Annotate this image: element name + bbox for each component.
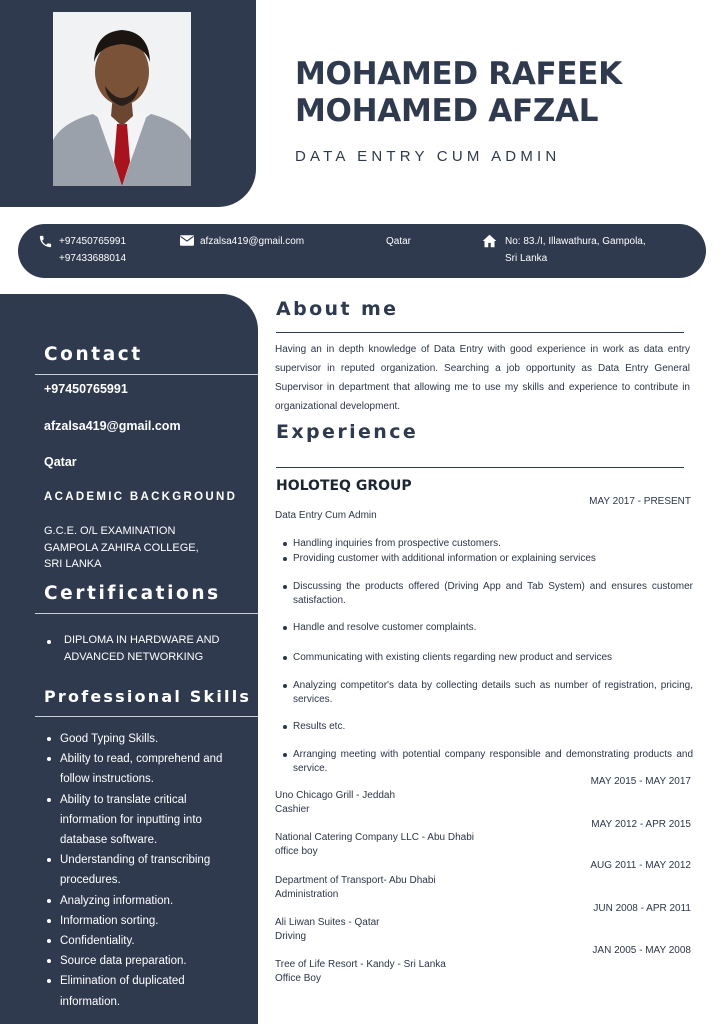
academic-details bbox=[44, 523, 199, 573]
about-heading: About me bbox=[276, 298, 399, 320]
duty-item: Handle and resolve customer complaints. bbox=[293, 621, 693, 635]
duty-item: Communicating with existing clients regarding new product and services bbox=[293, 651, 693, 665]
job-company: National Catering Company LLC - Abu Dhabi bbox=[275, 832, 474, 843]
academic-heading: ACADEMIC BACKGROUND bbox=[44, 491, 238, 503]
full-name bbox=[295, 56, 715, 130]
certifications-list bbox=[44, 632, 219, 665]
contact-bar-phone-1[interactable]: +97450765991 bbox=[59, 236, 127, 247]
current-role: Data Entry Cum Admin bbox=[275, 510, 377, 521]
skill-line: follow instructions. bbox=[60, 773, 154, 786]
job-role: office boy bbox=[275, 846, 318, 857]
skill-line: Good Typing Skills. bbox=[60, 733, 159, 745]
job-role: Office Boy bbox=[275, 973, 321, 984]
job-dates: JAN 2005 - MAY 2008 bbox=[592, 945, 691, 956]
duty-item: Discussing the products offered (Driving App and Tab System) and ensures customer satisfaction. bbox=[293, 581, 693, 606]
contact-bar-country: Qatar bbox=[386, 236, 412, 247]
about-divider bbox=[276, 332, 684, 333]
job-role: Administration bbox=[275, 889, 339, 900]
contact-bar-address bbox=[505, 233, 646, 267]
name-line-1: MOHAMED RAFEEK bbox=[295, 56, 622, 92]
skill-line: information for inputting into bbox=[60, 813, 202, 826]
skill-item bbox=[44, 729, 222, 749]
certification-item bbox=[44, 632, 219, 665]
job-role: Cashier bbox=[275, 804, 310, 815]
experience-heading: Experience bbox=[276, 421, 419, 443]
sidebar-phone[interactable]: +97450765991 bbox=[44, 382, 128, 396]
contact-heading: Contact bbox=[44, 344, 143, 365]
skill-item bbox=[44, 911, 222, 931]
skill-item bbox=[44, 951, 222, 971]
sidebar-email[interactable]: afzalsa419@gmail.com bbox=[44, 419, 181, 433]
skill-line: Ability to translate critical bbox=[60, 793, 187, 806]
contact-bar-email[interactable]: afzalsa419@gmail.com bbox=[200, 236, 305, 247]
skill-line: Ability to read, comprehend and bbox=[60, 753, 223, 766]
duty-item: Analyzing competitor's data by collecting details such as number of registration, pricing, services. bbox=[293, 680, 693, 705]
current-company: HOLOTEQ GROUP bbox=[276, 478, 412, 494]
job-role: Driving bbox=[275, 931, 307, 942]
skill-line: Understanding of transcribing bbox=[60, 854, 211, 867]
experience-divider bbox=[276, 467, 684, 468]
duty-item: Results etc. bbox=[293, 720, 693, 734]
job-company: Department of Transport- Abu Dhabi bbox=[275, 875, 436, 886]
certification-line: DIPLOMA IN HARDWARE AND bbox=[64, 634, 220, 646]
certifications-heading: Certifications bbox=[44, 583, 221, 604]
job-dates: MAY 2012 - APR 2015 bbox=[591, 819, 691, 830]
job-dates: JUN 2008 - APR 2011 bbox=[593, 903, 691, 914]
skill-item bbox=[44, 971, 222, 1011]
skill-line: Elimination of duplicated bbox=[60, 975, 185, 988]
skill-line: Information sorting. bbox=[60, 914, 159, 927]
contact-bar-phones bbox=[59, 233, 126, 267]
contact-bar-phone-2[interactable]: +97433688014 bbox=[59, 253, 127, 264]
sidebar-country: Qatar bbox=[44, 455, 77, 469]
job-company: Tree of Life Resort - Kandy - Sri Lanka bbox=[275, 959, 446, 970]
contact-bar bbox=[18, 224, 706, 278]
profile-photo bbox=[53, 12, 191, 186]
academic-line: GAMPOLA ZAHIRA COLLEGE, bbox=[44, 541, 199, 554]
skill-item bbox=[44, 749, 222, 789]
job-company: Uno Chicago Grill - Jeddah bbox=[275, 790, 396, 801]
job-dates: AUG 2011 - MAY 2012 bbox=[590, 860, 691, 871]
about-text: Having an in depth knowledge of Data Entry with good experience in work as data entry supervisor in reputed organization. Searching a job opportunity as Data Entry General Supervisor in department that allowing me to use my skills and experience to contribute in organizational development. bbox=[275, 344, 690, 412]
address-line-2: Sri Lanka bbox=[505, 253, 548, 264]
address-line-1: No: 83./I, Illawathura, Gampola, bbox=[505, 236, 646, 247]
skill-line: Confidentiality. bbox=[60, 935, 135, 948]
duty-item: Handling inquiries from prospective customers. bbox=[293, 537, 693, 551]
name-line-2: MOHAMED AFZAL bbox=[295, 93, 599, 129]
skill-item bbox=[44, 790, 222, 851]
job-dates: MAY 2015 - MAY 2017 bbox=[590, 776, 691, 787]
skill-line: information. bbox=[60, 995, 121, 1008]
duty-item: Providing customer with additional information or explaining services bbox=[293, 552, 693, 566]
skill-item bbox=[44, 891, 222, 911]
certification-line: ADVANCED NETWORKING bbox=[64, 650, 204, 663]
academic-line: G.C.E. O/L EXAMINATION bbox=[44, 525, 176, 537]
profile-photo-image bbox=[53, 12, 191, 186]
skill-line: procedures. bbox=[60, 874, 121, 887]
job-company: Ali Liwan Suites - Qatar bbox=[275, 917, 380, 928]
skill-line: database software. bbox=[60, 834, 158, 847]
certifications-divider bbox=[35, 613, 258, 614]
skills-heading: Professional Skills bbox=[44, 687, 252, 706]
duty-item: Arranging meeting with potential company responsible and demonstrating products and service. bbox=[293, 749, 693, 774]
job-title: DATA ENTRY CUM ADMIN bbox=[295, 148, 561, 165]
skill-item bbox=[44, 850, 222, 890]
skills-divider bbox=[35, 716, 258, 717]
current-dates: MAY 2017 - PRESENT bbox=[589, 496, 691, 507]
home-icon bbox=[482, 234, 497, 248]
academic-line: SRI LANKA bbox=[44, 558, 102, 570]
sidebar bbox=[0, 294, 258, 1024]
header-panel bbox=[0, 0, 256, 207]
skill-line: Source data preparation. bbox=[60, 955, 187, 968]
skill-item bbox=[44, 931, 222, 951]
contact-divider bbox=[35, 374, 258, 375]
skill-line: Analyzing information. bbox=[60, 894, 174, 907]
skills-list bbox=[44, 729, 222, 1012]
phone-icon bbox=[38, 234, 53, 249]
mail-icon bbox=[180, 235, 194, 246]
